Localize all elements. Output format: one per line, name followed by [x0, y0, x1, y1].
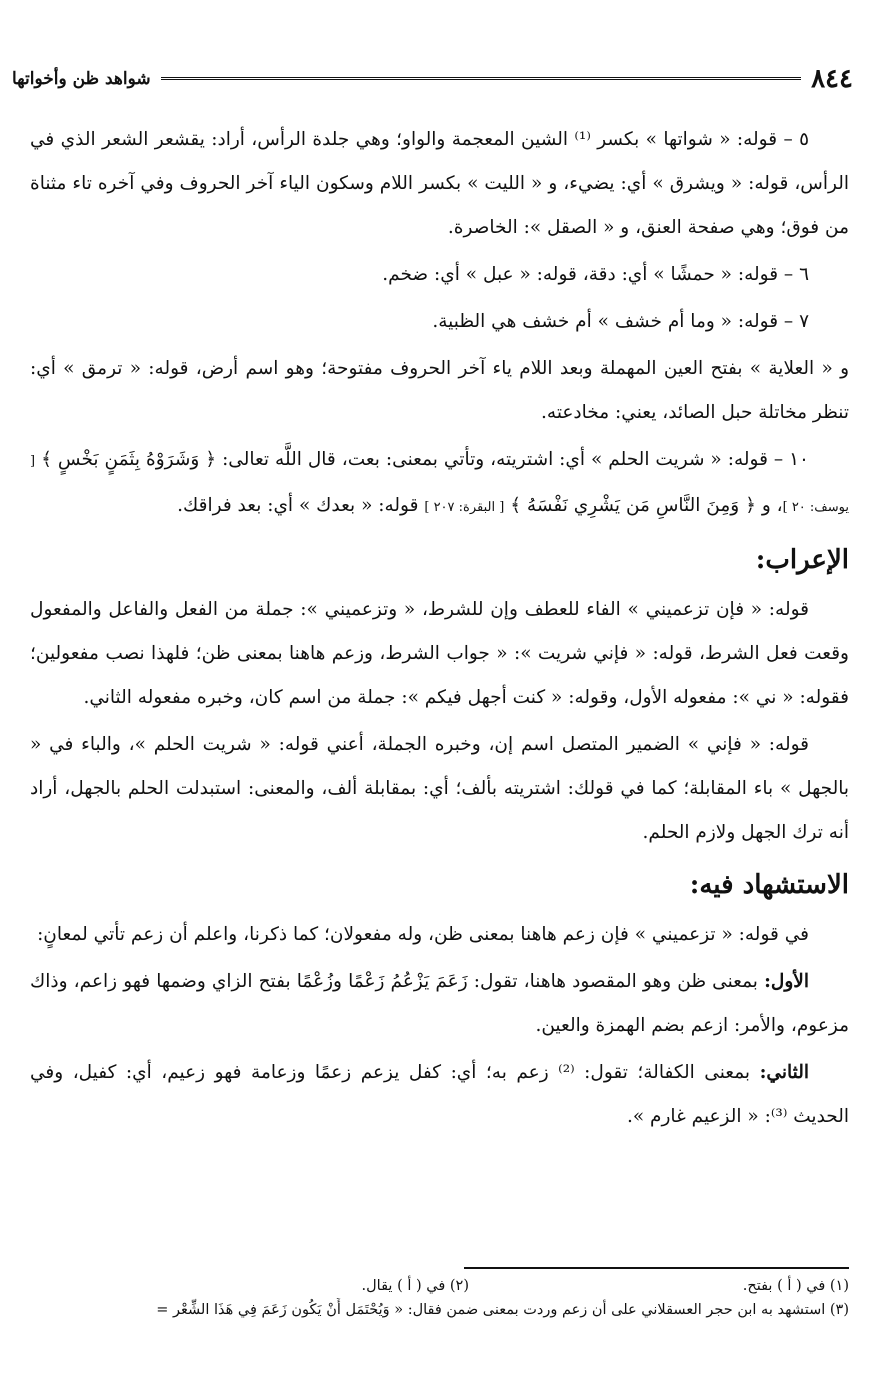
page-number: ٨٤٤	[811, 64, 853, 94]
footnote-1: (١) في ( أ ) بفتح.	[742, 1278, 849, 1294]
irab-paragraph-1: قوله: « فإن تزعميني » الفاء للعطف وإن للشرط، « وتزعميني »: جملة من الفعل والفاعل والمفعول وقعت فعل الشرط، قوله: « فإني شريت »: « جواب الشرط، وزعم هاهنا بمعنى ظن؛ فلهذا نصب مفعولين؛ فقوله: « ني »: مفعوله الأول، وقوله: « كنت أجهل فيكم »: جملة من اسم كان، وخبره مفعوله الثاني.	[30, 599, 849, 708]
paragraph-10	[30, 438, 849, 530]
footnote-rule	[464, 1267, 849, 1269]
running-title: شواهد ظن وأخواتها	[12, 69, 151, 89]
paragraph-7b: و « العلاية » بفتح العين المهملة وبعد اللام ياء آخر الحروف مفتوحة؛ وهو اسم أرض، قوله: « ترمق » أي: تنظر مخاتلة حبل الصائد، يعني: مخادعته.	[30, 358, 849, 423]
footnotes	[12, 1274, 849, 1322]
meaning-label-first: الأول:	[764, 971, 809, 992]
footnote-3: (٣) استشهد به ابن حجر العسقلاني على أن زعم وردت بمعنى ضمن فقال: « وَيُحْتَمَل أَنْ يَكُون زَعَمَ فِي هَذَا الشِّعْر =	[156, 1302, 849, 1318]
footnote-2: (٢) في ( أ ) يقال.	[361, 1278, 469, 1294]
header-rule	[161, 77, 801, 82]
footnote-row	[12, 1274, 849, 1298]
istishhad-paragraph-1: في قوله: « تزعميني » فإن زعم هاهنا بمعنى ظن، وله مفعولان؛ كما ذكرنا، واعلم أن زعم تأتي لمعانٍ:	[37, 924, 809, 945]
quran-ref-baqara: [ البقرة: ٢٠٧ ]	[424, 500, 505, 515]
istishhad-paragraph-3	[30, 1051, 849, 1139]
meaning-label-second: الثاني:	[759, 1062, 809, 1083]
paragraph-5: ٥ – قوله: « شواتها » بكسر ⁽¹⁾ الشين المعجمة والواو؛ وهي جلدة الرأس، أراد: يقشعر الشعر الذي في الرأس، قوله: « ويشرق » أي: يضيء، و « الليت » بكسر اللام وسكون الياء آخر الحروف وفي آخره تاء مثناة من فوق؛ وهي صفحة العنق، و « الصقل »: الخاصرة.	[30, 129, 849, 238]
section-title-irab: الإعراب:	[755, 545, 849, 575]
quran-ref-yusuf: [ يوسف: ٢٠ ]	[30, 454, 849, 515]
paragraph-10-part-c: قوله: « بعدك » أي: بعد فراقك.	[177, 495, 419, 516]
paragraph-6: ٦ – قوله: « حمشًا » أي: دقة، قوله: « عبل » أي: ضخم.	[382, 264, 809, 285]
meaning-text-second: بمعنى الكفالة؛ تقول: ⁽²⁾ زعم به؛ أي: كفل يزعم زعمًا وزعامة فهو زعيم، أي: كفيل، وفي الحديث ⁽³⁾: « الزعيم غارم ».	[30, 1062, 849, 1127]
page-header	[12, 62, 853, 96]
main-text	[30, 118, 849, 1142]
paragraph-10-part-a: ١٠ – قوله: « شريت الحلم » أي: اشتريته، وتأتي بمعنى: بعت، قال اللَّه تعالى: ﴿ وَشَرَوْهُ بِثَمَنٍ بَخْسٍ ﴾	[41, 449, 809, 470]
meaning-text-first: بمعنى ظن وهو المقصود هاهنا، تقول: زَعَمَ يَزْعُمُ زَعْمًا وزُعْمًا بفتح الزاي وضمها فهو زاعم، وذاك مزعوم، والأمر: ازعم بضم الهمزة والعين.	[30, 971, 849, 1036]
paragraph-7: ٧ – قوله: « وما أم خشف » أم خشف هي الظبية.	[432, 311, 809, 332]
istishhad-paragraph-2	[30, 960, 849, 1048]
paragraph-10-part-b: ، و ﴿ وَمِنَ النَّاسِ مَن يَشْرِي نَفْسَهُ ﴾	[510, 495, 783, 516]
irab-paragraph-2: قوله: « فإني » الضمير المتصل اسم إن، وخبره الجملة، أعني قوله: « شريت الحلم »، والباء في « بالجهل » باء المقابلة؛ كما في قولك: اشتريته بألف؛ أي: بمقابلة ألف، والمعنى: استبدلت الحلم بالجهل، أراد أنه ترك الجهل ولازم الحلم.	[30, 734, 849, 843]
section-title-istishhad: الاستشهاد فيه:	[689, 870, 849, 900]
